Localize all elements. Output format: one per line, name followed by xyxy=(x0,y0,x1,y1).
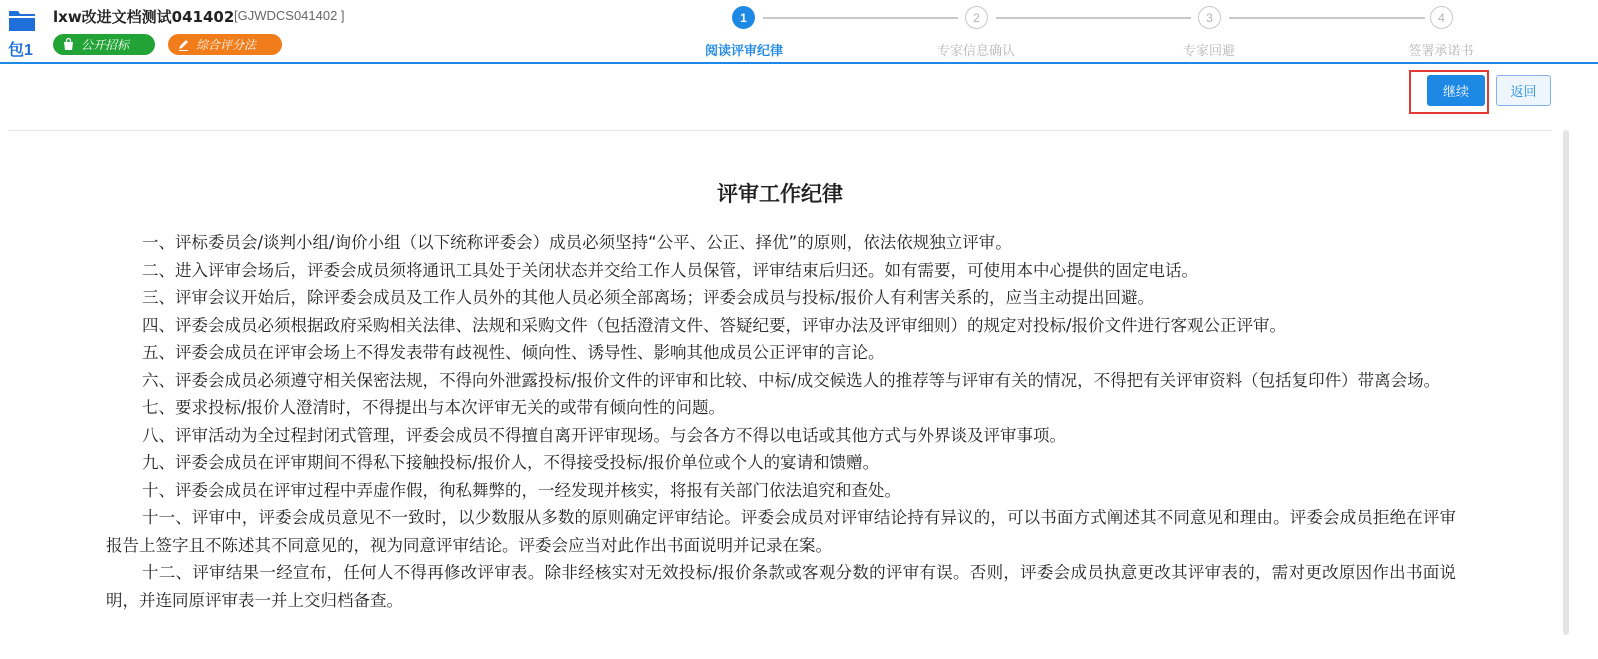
step-3-indicator: 3 xyxy=(1198,6,1221,29)
rule-item: 八、评审活动为全过程封闭式管理，评委会成员不得擅自离开评审现场。与会各方不得以电话或其他方式与外界谈及评审事项。 xyxy=(142,425,1066,445)
divider xyxy=(8,130,1552,131)
rule-item: 一、评标委员会/谈判小组/询价小组（以下统称评委会）成员必须坚持“公平、公正、择优”的原则，依法依规独立评审。 xyxy=(142,233,1012,252)
continue-button[interactable]: 继续 xyxy=(1427,75,1485,106)
shopping-bag-icon xyxy=(61,38,75,52)
step-1-label: 阅读评审纪律 xyxy=(704,43,783,58)
rule-item: 七、要求投标/报价人澄清时，不得提出与本次评审无关的或带有倾向性的问题。 xyxy=(142,398,726,417)
step-connector xyxy=(1229,17,1425,19)
rule-item: 五、评委会成员在评审会场上不得发表带有歧视性、倾向性、诱导性、影响其他成员公正评审的言论。 xyxy=(142,343,885,362)
step-3-label: 专家回避 xyxy=(1182,43,1235,58)
tag-procurement-method xyxy=(53,34,155,55)
rule-item: 六、评委会成员必须遵守相关保密法规，不得向外泄露投标/报价文件的评审和比较、中标/成交候选人的推荐等与评审有关的情况，不得把有关评审资料（包括复印件）带离会场。 xyxy=(142,370,1441,390)
step-4-indicator: 4 xyxy=(1430,6,1453,29)
package-label: 包1 xyxy=(8,42,33,59)
rule-item: 九、评委会成员在评审期间不得私下接触投标/报价人，不得接受投标/报价单位或个人的宴请和馈赠。 xyxy=(142,453,880,472)
header-bar xyxy=(0,0,1598,64)
step-connector xyxy=(763,17,958,19)
rule-item: 十二、评审结果一经宣布，任何人不得再修改评审表。除非经核实对无效投标/报价条款或客观分数的评审有误。否则，评委会成员执意更改其评审表的，需对更改原因作出书面说明，并连同原评审表一并上交归档备查。 xyxy=(106,563,1456,610)
rule-item: 三、评审会议开始后，除评委会成员及工作人员外的其他人员必须全部离场；评委会成员与投标/报价人有利害关系的，应当主动提出回避。 xyxy=(142,288,1155,307)
step-connector xyxy=(996,17,1191,19)
rule-item: 二、进入评审会场后，评委会成员须将通讯工具处于关闭状态并交给工作人员保管，评审结束后归还。如有需要，可使用本中心提供的固定电话。 xyxy=(142,260,1198,280)
progress-stepper xyxy=(700,6,1500,58)
rule-item: 十、评委会成员在评审过程中弄虚作假，徇私舞弊的，一经发现并核实，将报有关部门依法追究和查处。 xyxy=(142,480,901,500)
edit-icon xyxy=(176,38,190,52)
step-2-label: 专家信息确认 xyxy=(936,43,1015,58)
step-1-indicator: 1 xyxy=(732,6,755,29)
tag-label: 公开招标 xyxy=(81,38,130,52)
project-code: [GJWDCS041402 ] xyxy=(234,8,345,23)
tag-evaluation-method xyxy=(168,34,282,55)
document-title: 评审工作纪律 xyxy=(717,182,843,206)
vertical-scrollbar[interactable] xyxy=(1563,130,1569,635)
rule-item: 十一、评审中，评委会成员意见不一致时，以少数服从多数的原则确定评审结论。评委会成员对评审结论持有异议的，可以书面方式阐述其不同意见和理由。评委会成员拒绝在评审报告上签字且不陈述其不同意见的，视为同意评审结论。评委会应当对此作出书面说明并记录在案。 xyxy=(106,508,1456,555)
rules-list xyxy=(106,229,1456,614)
rule-item: 四、评委会成员必须根据政府采购相关法律、法规和采购文件（包括澄清文件、答疑纪要，评审办法及评审细则）的规定对投标/报价文件进行客观公正评审。 xyxy=(142,315,1287,335)
project-title: lxw改进文档测试041402 xyxy=(53,8,235,26)
folder-icon xyxy=(8,7,36,33)
tag-label: 综合评分法 xyxy=(196,38,257,52)
step-4-label: 签署承诺书 xyxy=(1408,43,1474,58)
step-2-indicator: 2 xyxy=(965,6,988,29)
back-button[interactable]: 返回 xyxy=(1496,75,1551,106)
